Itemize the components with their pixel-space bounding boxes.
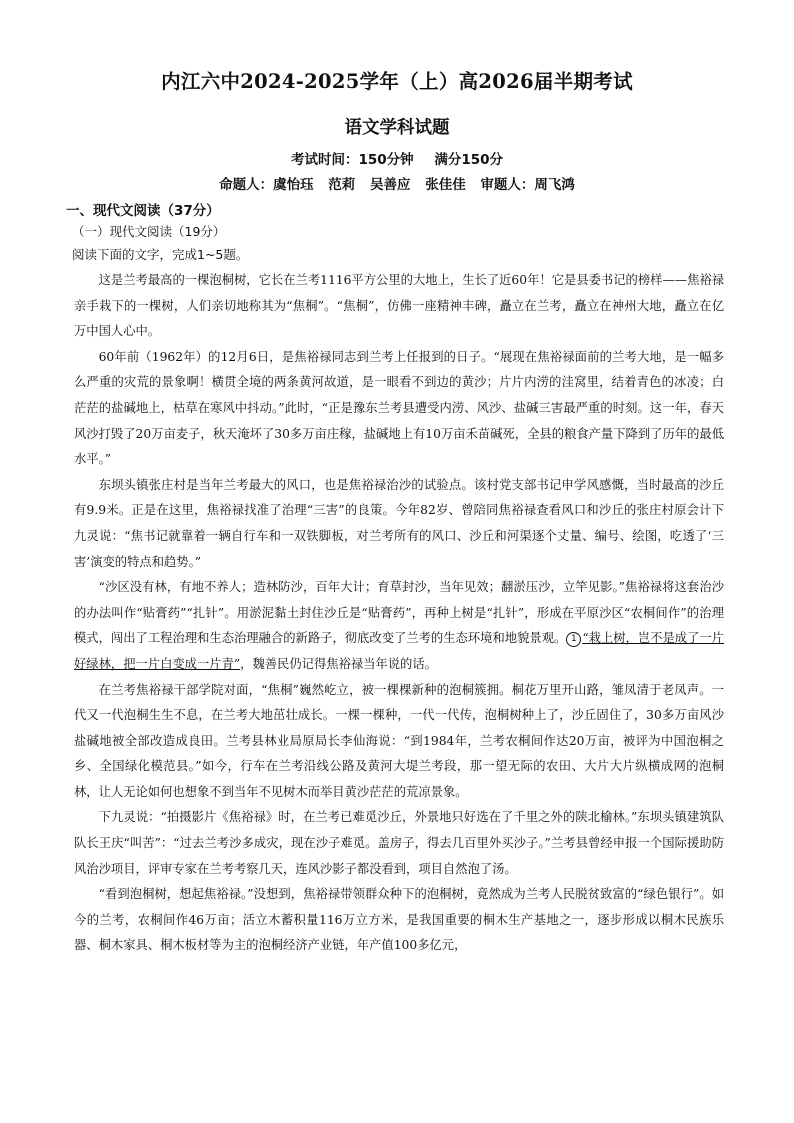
underlined-quote: “栽上树，岂不是成了一片好绿林，把一片白变成一片青” bbox=[74, 631, 724, 671]
paragraph: 60年前（1962年）的12月6日，是焦裕禄同志到兰考上任报到的日子。“展现在焦裕禄面前的兰考大地，是一幅多么严重的灾荒的景象啊！横贯全境的两条黄河故道，是一眼看不到边的黄沙；片片内涝的洼窝里，结着青色的冰凌；白茫茫的盐碱地上，枯草在寒风中抖动。”此时，“正是豫东兰考县遭受内涝、风沙、盐碱三害最严重的时刻。这一年，春天风沙打毁了20万亩麦子，秋天淹坏了30多万亩庄稼，盐碱地上有10万亩禾苗碱死，全县的粮食产量下降到了历年的最低水平。” bbox=[74, 349, 724, 467]
section-heading: 一、现代文阅读（37分） bbox=[66, 203, 220, 219]
authors-line bbox=[0, 173, 794, 193]
paragraph: 下九灵说：“拍摄影片《焦裕禄》时，在兰考已难觅沙丘，外景地只好选在了千里之外的陕北榆林。”东坝头镇建筑队队长王庆“叫苦”：“过去兰考沙多成灾，现在沙子难觅。盖房子，得去几百里外买沙子。”兰考县曾经申报一个国际援助防风治沙项目，评审专家在兰考考察几天，连风沙影子都没看到，项目自然泡了汤。 bbox=[74, 810, 724, 876]
reviewer: 审题人：周飞鸿 bbox=[480, 177, 575, 193]
paragraph bbox=[74, 575, 724, 677]
reading-passage bbox=[74, 268, 724, 959]
paragraph: “看到泡桐树，想起焦裕禄。”没想到，焦裕禄带领群众种下的泡桐树，竟然成为兰考人民脱贫致富的“绿色银行”。如今的兰考，农桐间作46万亩；活立木蓄积量116万立方米，是我国重要的桐木生产基地之一，逐步形成以桐木民族乐器、桐木家具、桐木板材等为主的泡桐经济产业链，年产值100多亿元， bbox=[74, 887, 724, 953]
subject-title: 语文学科试题 bbox=[344, 118, 450, 138]
setter-4: 张佳佳 bbox=[425, 177, 466, 193]
setter-1: 命题人：虞怡珏 bbox=[219, 177, 314, 193]
exam-info bbox=[0, 148, 794, 168]
exam-time: 考试时间：150分钟 bbox=[290, 152, 414, 168]
paragraph-text: “沙区没有林，有地不养人；造林防沙，百年大计；育草封沙，当年见效；翻淤压沙，立竿见影。”焦裕禄将这套治沙的办法叫作“贴膏药”“扎针”。用淤泥黏土封住沙丘是“贴膏药”，再种上树是“扎针”，形成在平原沙区“农桐间作”的治理模式，闯出了工程治理和生态治理融合的新路子，彻底改变了兰考的生态环境和地貌景观。 bbox=[74, 580, 724, 646]
subsection-heading: （一）现代文阅读（19分） bbox=[72, 224, 226, 239]
exam-title: 内江六中2024-2025学年（上）高2026届半期考试 bbox=[161, 70, 633, 93]
paragraph-text: ，魏善民仍记得焦裕禄当年说的话。 bbox=[240, 656, 437, 671]
circled-number-marker: 1 bbox=[566, 632, 581, 647]
setter-3: 吴善应 bbox=[370, 177, 411, 193]
reading-instruction: 阅读下面的文字，完成1~5题。 bbox=[72, 247, 249, 262]
paragraph: 这是兰考最高的一棵泡桐树，它长在兰考1116平方公里的大地上，生长了近60年！它是县委书记的榜样——焦裕禄亲手栽下的一棵树，人们亲切地称其为“焦桐”。“焦桐”，仿佛一座精神丰碑，矗立在兰考，矗立在神州大地，矗立在亿万中国人心中。 bbox=[74, 273, 724, 339]
paragraph: 在兰考焦裕禄干部学院对面，“焦桐”巍然屹立，被一棵棵新种的泡桐簇拥。桐花万里开山路，雏凤清于老凤声。一代又一代泡桐生生不息，在兰考大地茁壮成长。一棵一棵种，一代一代传，泡桐树种上了，沙丘固住了，30多万亩风沙盐碱地被全部改造成良田。兰考县林业局原局长李仙海说：“到1984年，兰考农桐间作达20万亩，被评为中国泡桐之乡、全国绿化模范县。”如今，行车在兰考沿线公路及黄河大堤兰考段，那一望无际的农田、大片大片纵横成网的泡桐林，让人无论如何也想象不到当年不见树木而举目黄沙茫茫的荒凉景象。 bbox=[74, 682, 724, 799]
full-score: 满分150分 bbox=[434, 152, 504, 168]
paragraph: 东坝头镇张庄村是当年兰考最大的风口，也是焦裕禄治沙的试验点。该村党支部书记申学风感慨，当时最高的沙丘有9.9米。正是在这里，焦裕禄找准了治理“三害”的良策。今年82岁、曾陪同焦裕禄查看风口和沙丘的张庄村原会计下九灵说：“焦书记就靠着一辆自行车和一双铁脚板，对兰考所有的风口、沙丘和河渠逐个丈量、编号、绘图，吃透了‘三害’演变的特点和趋势。” bbox=[74, 477, 724, 569]
setter-2: 范莉 bbox=[328, 177, 356, 193]
